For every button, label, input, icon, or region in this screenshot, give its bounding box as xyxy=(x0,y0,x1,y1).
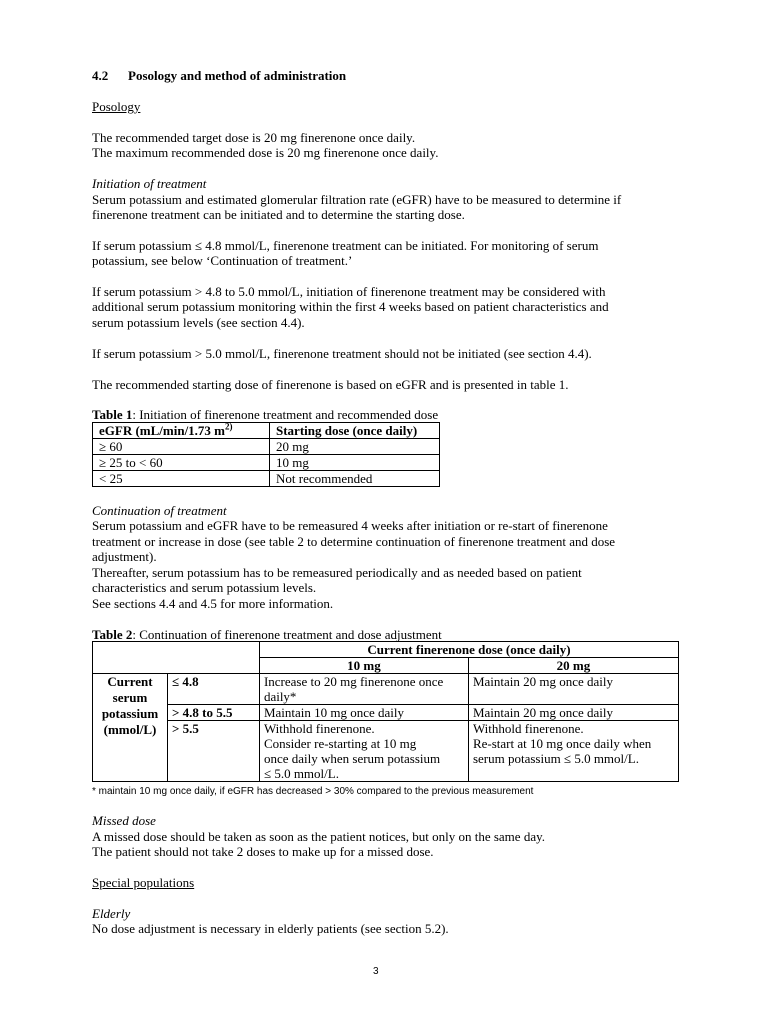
table2-range: > 5.5 xyxy=(168,721,260,782)
table2-cell-20mg: Withhold finerenone. Re-start at 10 mg once daily when serum potassium ≤ 5.0 mmol/L. xyxy=(468,721,678,782)
table1-cell-dose: Not recommended xyxy=(270,471,440,487)
table2-label: Table 2 xyxy=(92,627,133,642)
table-row xyxy=(93,439,440,455)
posology-p1: The recommended target dose is 20 mg finerenone once daily. xyxy=(92,130,416,145)
table-row xyxy=(93,721,679,782)
posology-heading: Posology xyxy=(92,99,141,114)
table1-caption-text: : Initiation of finerenone treatment and recommended dose xyxy=(132,407,439,422)
table1-cell-egfr: ≥ 25 to < 60 xyxy=(93,455,270,471)
table2-range: > 4.8 to 5.5 xyxy=(168,705,260,721)
initiation-p4: If serum potassium > 5.0 mmol/L, finerenone treatment should not be initiated (see section 4.4). xyxy=(92,346,592,361)
table2-cell-10mg: Maintain 10 mg once daily xyxy=(259,705,468,721)
missed-heading: Missed dose xyxy=(92,813,156,828)
continuation-l1: Serum potassium and eGFR have to be remeasured 4 weeks after initiation or re-start of finerenone xyxy=(92,518,608,533)
elderly-heading: Elderly xyxy=(92,906,131,921)
section-title: Posology and method of administration xyxy=(128,68,347,83)
initiation-p2b: potassium, see below ‘Continuation of treatment.’ xyxy=(92,253,353,268)
section-heading xyxy=(92,68,346,83)
table2-cell-10mg: Increase to 20 mg finerenone once daily* xyxy=(259,674,468,705)
table-row xyxy=(93,471,440,487)
table1-cell-egfr: < 25 xyxy=(93,471,270,487)
table2-cell-20mg: Maintain 20 mg once daily xyxy=(468,705,678,721)
continuation-l5: characteristics and serum potassium levels. xyxy=(92,580,317,595)
table2-cell-10mg: Withhold finerenone. Consider re-starting at 10 mg once daily when serum potassium ≤ 5.0 mmol/L. xyxy=(259,721,468,782)
table1-cell-dose: 20 mg xyxy=(270,439,440,455)
posology-p2: The maximum recommended dose is 20 mg finerenone once daily. xyxy=(92,145,439,160)
table-row xyxy=(93,455,440,471)
page-number: 3 xyxy=(373,966,379,977)
table1-col-egfr: eGFR (mL/min/1.73 $m^{2)}$ xyxy=(93,423,270,439)
continuation-heading: Continuation of treatment xyxy=(92,503,227,518)
table2-col-10mg: 10 mg xyxy=(259,658,468,674)
table2-cell-20mg: Maintain 20 mg once daily xyxy=(468,674,678,705)
missed-l2: The patient should not take 2 doses to make up for a missed dose. xyxy=(92,844,434,859)
table2-group-header: Current finerenone dose (once daily) xyxy=(259,642,678,658)
table2-row-header: Current serum potassium (mmol/L) xyxy=(93,674,168,782)
table1-cell-egfr: ≥ 60 xyxy=(93,439,270,455)
table2 xyxy=(92,641,679,782)
initiation-p1a: Serum potassium and estimated glomerular filtration rate (eGFR) have to be measured to determine if xyxy=(92,192,622,207)
table1-header-row xyxy=(93,423,440,439)
special-populations-heading: Special populations xyxy=(92,875,195,890)
table2-range: ≤ 4.8 xyxy=(168,674,260,705)
table2-footnote: * maintain 10 mg once daily, if eGFR has decreased > 30% compared to the previous measurement xyxy=(92,786,534,797)
initiation-p1b: finerenone treatment can be initiated and to determine the starting dose. xyxy=(92,207,465,222)
table-row xyxy=(93,705,679,721)
table1 xyxy=(92,422,440,487)
section-number: 4.2 xyxy=(92,68,109,83)
table-row xyxy=(93,674,679,705)
continuation-l6: See sections 4.4 and 4.5 for more information. xyxy=(92,596,334,611)
table1-cell-dose: 10 mg xyxy=(270,455,440,471)
continuation-l4: Thereafter, serum potassium has to be remeasured periodically and as needed based on patient xyxy=(92,565,582,580)
elderly-l1: No dose adjustment is necessary in elderly patients (see section 5.2). xyxy=(92,921,449,936)
continuation-l3: adjustment). xyxy=(92,549,157,564)
initiation-p2a: If serum potassium ≤ 4.8 mmol/L, finerenone treatment can be initiated. For monitoring of serum xyxy=(92,238,599,253)
table2-corner xyxy=(93,642,260,674)
table1-col-dose: Starting dose (once daily) xyxy=(270,423,440,439)
table2-col-20mg: 20 mg xyxy=(468,658,678,674)
table1-caption xyxy=(92,407,438,422)
table2-caption xyxy=(92,627,442,642)
initiation-p3b: additional serum potassium monitoring within the first 4 weeks based on patient characteristics and xyxy=(92,299,609,314)
table2-caption-text: : Continuation of finerenone treatment and dose adjustment xyxy=(132,627,442,642)
missed-l1: A missed dose should be taken as soon as the patient notices, but only on the same day. xyxy=(92,829,545,844)
table1-label: Table 1 xyxy=(92,407,133,422)
continuation-l2: treatment or increase in dose (see table 2 to determine continuation of finerenone treatment and dose xyxy=(92,534,616,549)
initiation-p3c: serum potassium levels (see section 4.4). xyxy=(92,315,305,330)
initiation-heading: Initiation of treatment xyxy=(92,176,207,191)
initiation-p5: The recommended starting dose of finerenone is based on eGFR and is presented in table 1. xyxy=(92,377,569,392)
initiation-p3a: If serum potassium > 4.8 to 5.0 mmol/L, initiation of finerenone treatment may be considered with xyxy=(92,284,606,299)
